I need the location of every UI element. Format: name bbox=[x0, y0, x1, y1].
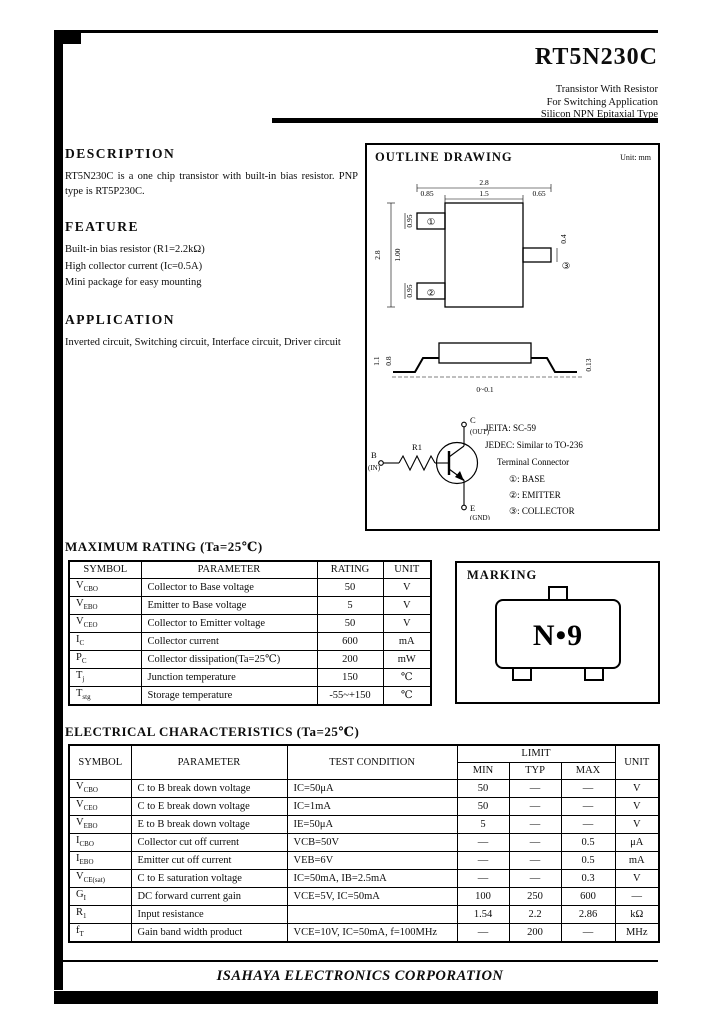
dim-label: 2.8 bbox=[479, 178, 489, 187]
electrical-table bbox=[68, 744, 660, 943]
outline-drawing-box bbox=[365, 143, 660, 531]
col-header: TEST CONDITION bbox=[287, 745, 457, 779]
cell-parameter: Collector cut off current bbox=[131, 833, 287, 851]
maximum-rating-table-wrap bbox=[68, 560, 432, 706]
col-header: UNIT bbox=[383, 561, 431, 578]
resistor-label: R1 bbox=[412, 442, 422, 452]
table-row bbox=[69, 869, 659, 887]
cell-typ: — bbox=[509, 833, 561, 851]
cell-parameter: Collector current bbox=[141, 632, 317, 650]
cell-max: 0.3 bbox=[561, 869, 615, 887]
cell-unit: MHz bbox=[615, 924, 659, 943]
col-header: TYP bbox=[509, 762, 561, 779]
cell-parameter: C to E break down voltage bbox=[131, 797, 287, 815]
cell-unit: V bbox=[615, 797, 659, 815]
col-header: PARAMETER bbox=[131, 745, 287, 779]
cell-symbol: $V_{EBO}$ bbox=[69, 596, 141, 614]
cell-parameter: Storage temperature bbox=[141, 687, 317, 706]
cell-condition: VCB=50V bbox=[287, 833, 457, 851]
marking-code: N•9 bbox=[532, 619, 583, 652]
table-row bbox=[69, 833, 659, 851]
table-row bbox=[69, 888, 659, 906]
cell-condition: VCE=5V, IC=50mA bbox=[287, 888, 457, 906]
table-row bbox=[69, 650, 431, 668]
left-column bbox=[65, 146, 358, 350]
company-name: ISAHAYA ELECTRONICS CORPORATION bbox=[216, 968, 504, 984]
cell-symbol: $V_{CBO}$ bbox=[69, 578, 141, 596]
table-row bbox=[69, 906, 659, 924]
cell-min: — bbox=[457, 924, 509, 943]
cell-symbol: $f_T$ bbox=[69, 924, 131, 943]
cell-typ: — bbox=[509, 869, 561, 887]
subtitle-line: Transistor With Resistor bbox=[555, 84, 658, 95]
cell-rating: 600 bbox=[317, 632, 383, 650]
cell-parameter: Emitter cut off current bbox=[131, 851, 287, 869]
subtitle-line: Silicon NPN Epitaxial Type bbox=[540, 109, 658, 120]
cell-max: — bbox=[561, 779, 615, 797]
terminal-connector-heading: Terminal Connector bbox=[497, 457, 570, 467]
emitter-label: E bbox=[470, 503, 476, 513]
cell-parameter: Collector to Emitter voltage bbox=[141, 614, 317, 632]
outline-header bbox=[367, 145, 658, 165]
cell-condition: VEB=6V bbox=[287, 851, 457, 869]
cell-symbol: $I_C$ bbox=[69, 632, 141, 650]
cell-max: — bbox=[561, 924, 615, 943]
description-body: RT5N230C is a one chip transistor with built-in bias resistor. PNP type is RT5P230C. bbox=[65, 171, 358, 197]
table-header-row bbox=[69, 745, 659, 762]
table-row bbox=[69, 632, 431, 650]
cell-unit: V bbox=[615, 779, 659, 797]
cell-condition: IC=1mA bbox=[287, 797, 457, 815]
pin-number-1: ① bbox=[426, 218, 436, 228]
cell-typ: 250 bbox=[509, 888, 561, 906]
dim-label: 0.13 bbox=[584, 358, 593, 372]
terminal-item: ②: EMITTER bbox=[509, 490, 561, 500]
terminal-e bbox=[462, 505, 467, 510]
application-heading: APPLICATION bbox=[65, 311, 176, 327]
cell-max: — bbox=[561, 797, 615, 815]
table-header-row bbox=[69, 561, 431, 578]
cell-condition: VCE=10V, IC=50mA, f=100MHz bbox=[287, 924, 457, 943]
cell-symbol: $V_{CEO}$ bbox=[69, 614, 141, 632]
col-header: LIMIT bbox=[457, 745, 615, 762]
cell-rating: 50 bbox=[317, 578, 383, 596]
package-body bbox=[445, 203, 523, 307]
cell-symbol: $I_{EBO}$ bbox=[69, 851, 131, 869]
cell-condition: IE=50μA bbox=[287, 815, 457, 833]
bottom-edge-bar bbox=[54, 991, 658, 1004]
subtitle-block bbox=[541, 84, 658, 122]
cell-typ: 2.2 bbox=[509, 906, 561, 924]
cell-min: 100 bbox=[457, 888, 509, 906]
col-header: UNIT bbox=[615, 745, 659, 779]
cell-unit: V bbox=[383, 596, 431, 614]
maximum-rating-table bbox=[68, 560, 432, 706]
cell-symbol: $T_j$ bbox=[69, 668, 141, 686]
footer-rule bbox=[63, 960, 658, 962]
cell-parameter: C to E saturation voltage bbox=[131, 869, 287, 887]
cell-unit: — bbox=[615, 888, 659, 906]
cell-rating: 50 bbox=[317, 614, 383, 632]
cell-max: 600 bbox=[561, 888, 615, 906]
pin-number-3: ③ bbox=[561, 262, 571, 272]
table-row bbox=[69, 815, 659, 833]
side-body bbox=[439, 343, 531, 363]
cell-max: 2.86 bbox=[561, 906, 615, 924]
package-top-view bbox=[417, 203, 551, 307]
cell-min: — bbox=[457, 851, 509, 869]
marking-box bbox=[455, 561, 660, 704]
dim-label: 1.00 bbox=[393, 248, 402, 262]
outline-drawing bbox=[367, 165, 658, 520]
cell-min: 50 bbox=[457, 779, 509, 797]
marking-drawing bbox=[458, 583, 658, 695]
cell-symbol: $I_{CBO}$ bbox=[69, 833, 131, 851]
cell-rating: 150 bbox=[317, 668, 383, 686]
cell-symbol: $V_{CEO}$ bbox=[69, 797, 131, 815]
cell-unit: V bbox=[383, 614, 431, 632]
equivalent-circuit bbox=[379, 422, 478, 510]
cell-typ: — bbox=[509, 797, 561, 815]
col-header: SYMBOL bbox=[69, 561, 141, 578]
side-lead-left bbox=[393, 358, 439, 372]
dim-label: 1.1 bbox=[372, 356, 381, 366]
cell-unit: V bbox=[615, 869, 659, 887]
marking-lead-top bbox=[549, 587, 567, 601]
resistor-symbol bbox=[399, 456, 435, 470]
cell-symbol: $G_I$ bbox=[69, 888, 131, 906]
table-row bbox=[69, 578, 431, 596]
cell-typ: — bbox=[509, 851, 561, 869]
dim-label: 0.8 bbox=[384, 356, 393, 366]
dim-label: 0.65 bbox=[532, 189, 546, 198]
table-row bbox=[69, 924, 659, 943]
out-label: (OUT) bbox=[470, 428, 490, 436]
cell-symbol: $V_{CBO}$ bbox=[69, 779, 131, 797]
cell-unit: V bbox=[615, 815, 659, 833]
cell-parameter: DC forward current gain bbox=[131, 888, 287, 906]
table-row bbox=[69, 668, 431, 686]
cell-parameter: E to B break down voltage bbox=[131, 815, 287, 833]
cell-rating: -55~+150 bbox=[317, 687, 383, 706]
col-header: MAX bbox=[561, 762, 615, 779]
maximum-rating-heading: MAXIMUM RATING (Ta=25℃) bbox=[65, 539, 263, 554]
dim-label: 1.5 bbox=[479, 189, 489, 198]
col-header: SYMBOL bbox=[69, 745, 131, 779]
emitter-arrow bbox=[455, 471, 464, 481]
cell-symbol: $P_C$ bbox=[69, 650, 141, 668]
feature-heading: FEATURE bbox=[65, 219, 140, 234]
table-row bbox=[69, 614, 431, 632]
gnd-label: (GND) bbox=[470, 514, 490, 520]
cell-rating: 5 bbox=[317, 596, 383, 614]
dim-label: 0.95 bbox=[405, 284, 414, 298]
cell-symbol: $T_{stg}$ bbox=[69, 687, 141, 706]
cell-symbol: $V_{CE(sat)}$ bbox=[69, 869, 131, 887]
cell-unit: V bbox=[383, 578, 431, 596]
outline-title: OUTLINE DRAWING bbox=[375, 150, 513, 164]
table-row bbox=[69, 797, 659, 815]
top-left-mark bbox=[63, 30, 81, 44]
feature-list bbox=[65, 242, 358, 292]
terminal-item: ③: COLLECTOR bbox=[509, 506, 575, 516]
pin-number-2: ② bbox=[426, 289, 436, 299]
cell-unit: mA bbox=[615, 851, 659, 869]
col-header: MIN bbox=[457, 762, 509, 779]
cell-parameter: Gain band width product bbox=[131, 924, 287, 943]
subtitle-line: For Switching Application bbox=[546, 96, 658, 108]
collector-label: C bbox=[470, 415, 476, 425]
top-rule bbox=[63, 30, 658, 33]
cell-unit: mA bbox=[383, 632, 431, 650]
col-header: PARAMETER bbox=[141, 561, 317, 578]
cell-max: 0.5 bbox=[561, 851, 615, 869]
page-title: RT5N230C bbox=[534, 44, 658, 70]
electrical-table-wrap bbox=[68, 744, 660, 943]
feature-item: Built-in bias resistor (R1=2.2kΩ) bbox=[65, 244, 205, 255]
cell-unit: μA bbox=[615, 833, 659, 851]
cell-condition: IC=50mA, IB=2.5mA bbox=[287, 869, 457, 887]
electrical-heading: ELECTRICAL CHARACTERISTICS (Ta=25℃) bbox=[65, 724, 360, 739]
cell-parameter: Emitter to Base voltage bbox=[141, 596, 317, 614]
terminal-c bbox=[462, 422, 467, 427]
cell-condition: IC=50μA bbox=[287, 779, 457, 797]
description-heading: DESCRIPTION bbox=[65, 146, 176, 161]
cell-rating: 200 bbox=[317, 650, 383, 668]
cell-unit: ℃ bbox=[383, 687, 431, 706]
col-header: RATING bbox=[317, 561, 383, 578]
table-row bbox=[69, 851, 659, 869]
table-row bbox=[69, 596, 431, 614]
cell-typ: — bbox=[509, 815, 561, 833]
cell-parameter: Collector dissipation(Ta=25℃) bbox=[141, 650, 317, 668]
cell-min: 1.54 bbox=[457, 906, 509, 924]
base-label: B bbox=[371, 450, 377, 460]
cell-min: 5 bbox=[457, 815, 509, 833]
cell-parameter: C to B break down voltage bbox=[131, 779, 287, 797]
cell-min: — bbox=[457, 833, 509, 851]
application-body: Inverted circuit, Switching circuit, Interface circuit, Driver circuit bbox=[65, 336, 341, 348]
jeita-note: JEITA: SC-59 bbox=[485, 423, 537, 433]
table-row bbox=[69, 779, 659, 797]
cell-max: 0.5 bbox=[561, 833, 615, 851]
left-edge-bar bbox=[54, 30, 63, 990]
cell-unit: kΩ bbox=[615, 906, 659, 924]
dim-label: 0.85 bbox=[420, 189, 434, 198]
lead-collector bbox=[523, 248, 551, 262]
cell-typ: 200 bbox=[509, 924, 561, 943]
table-row bbox=[69, 687, 431, 706]
dim-label: 0.4 bbox=[559, 234, 568, 244]
dim-label: 0~0.1 bbox=[476, 385, 494, 394]
cell-parameter: Collector to Base voltage bbox=[141, 578, 317, 596]
feature-item: Mini package for easy mounting bbox=[65, 277, 202, 288]
dim-label: 0.95 bbox=[405, 214, 414, 228]
marking-drawing-wrap bbox=[457, 583, 658, 700]
terminal-item: ①: BASE bbox=[509, 474, 545, 484]
cell-min: 50 bbox=[457, 797, 509, 815]
cell-min: — bbox=[457, 869, 509, 887]
side-lead-right bbox=[531, 358, 577, 372]
cell-max: — bbox=[561, 815, 615, 833]
cell-condition bbox=[287, 906, 457, 924]
jedec-note: JEDEC: Similar to TO-236 bbox=[485, 440, 583, 450]
cell-unit: ℃ bbox=[383, 668, 431, 686]
in-label: (IN) bbox=[368, 464, 381, 472]
cell-symbol: $R_1$ bbox=[69, 906, 131, 924]
cell-unit: mW bbox=[383, 650, 431, 668]
feature-item: High collector current (Ic=0.5A) bbox=[65, 260, 203, 272]
unit-note: Unit: mm bbox=[620, 153, 651, 162]
cell-symbol: $V_{EBO}$ bbox=[69, 815, 131, 833]
marking-heading: MARKING bbox=[467, 568, 538, 582]
dim-label: 2.8 bbox=[373, 250, 382, 260]
cell-typ: — bbox=[509, 779, 561, 797]
package-side-view bbox=[392, 343, 582, 377]
cell-parameter: Input resistance bbox=[131, 906, 287, 924]
cell-parameter: Junction temperature bbox=[141, 668, 317, 686]
